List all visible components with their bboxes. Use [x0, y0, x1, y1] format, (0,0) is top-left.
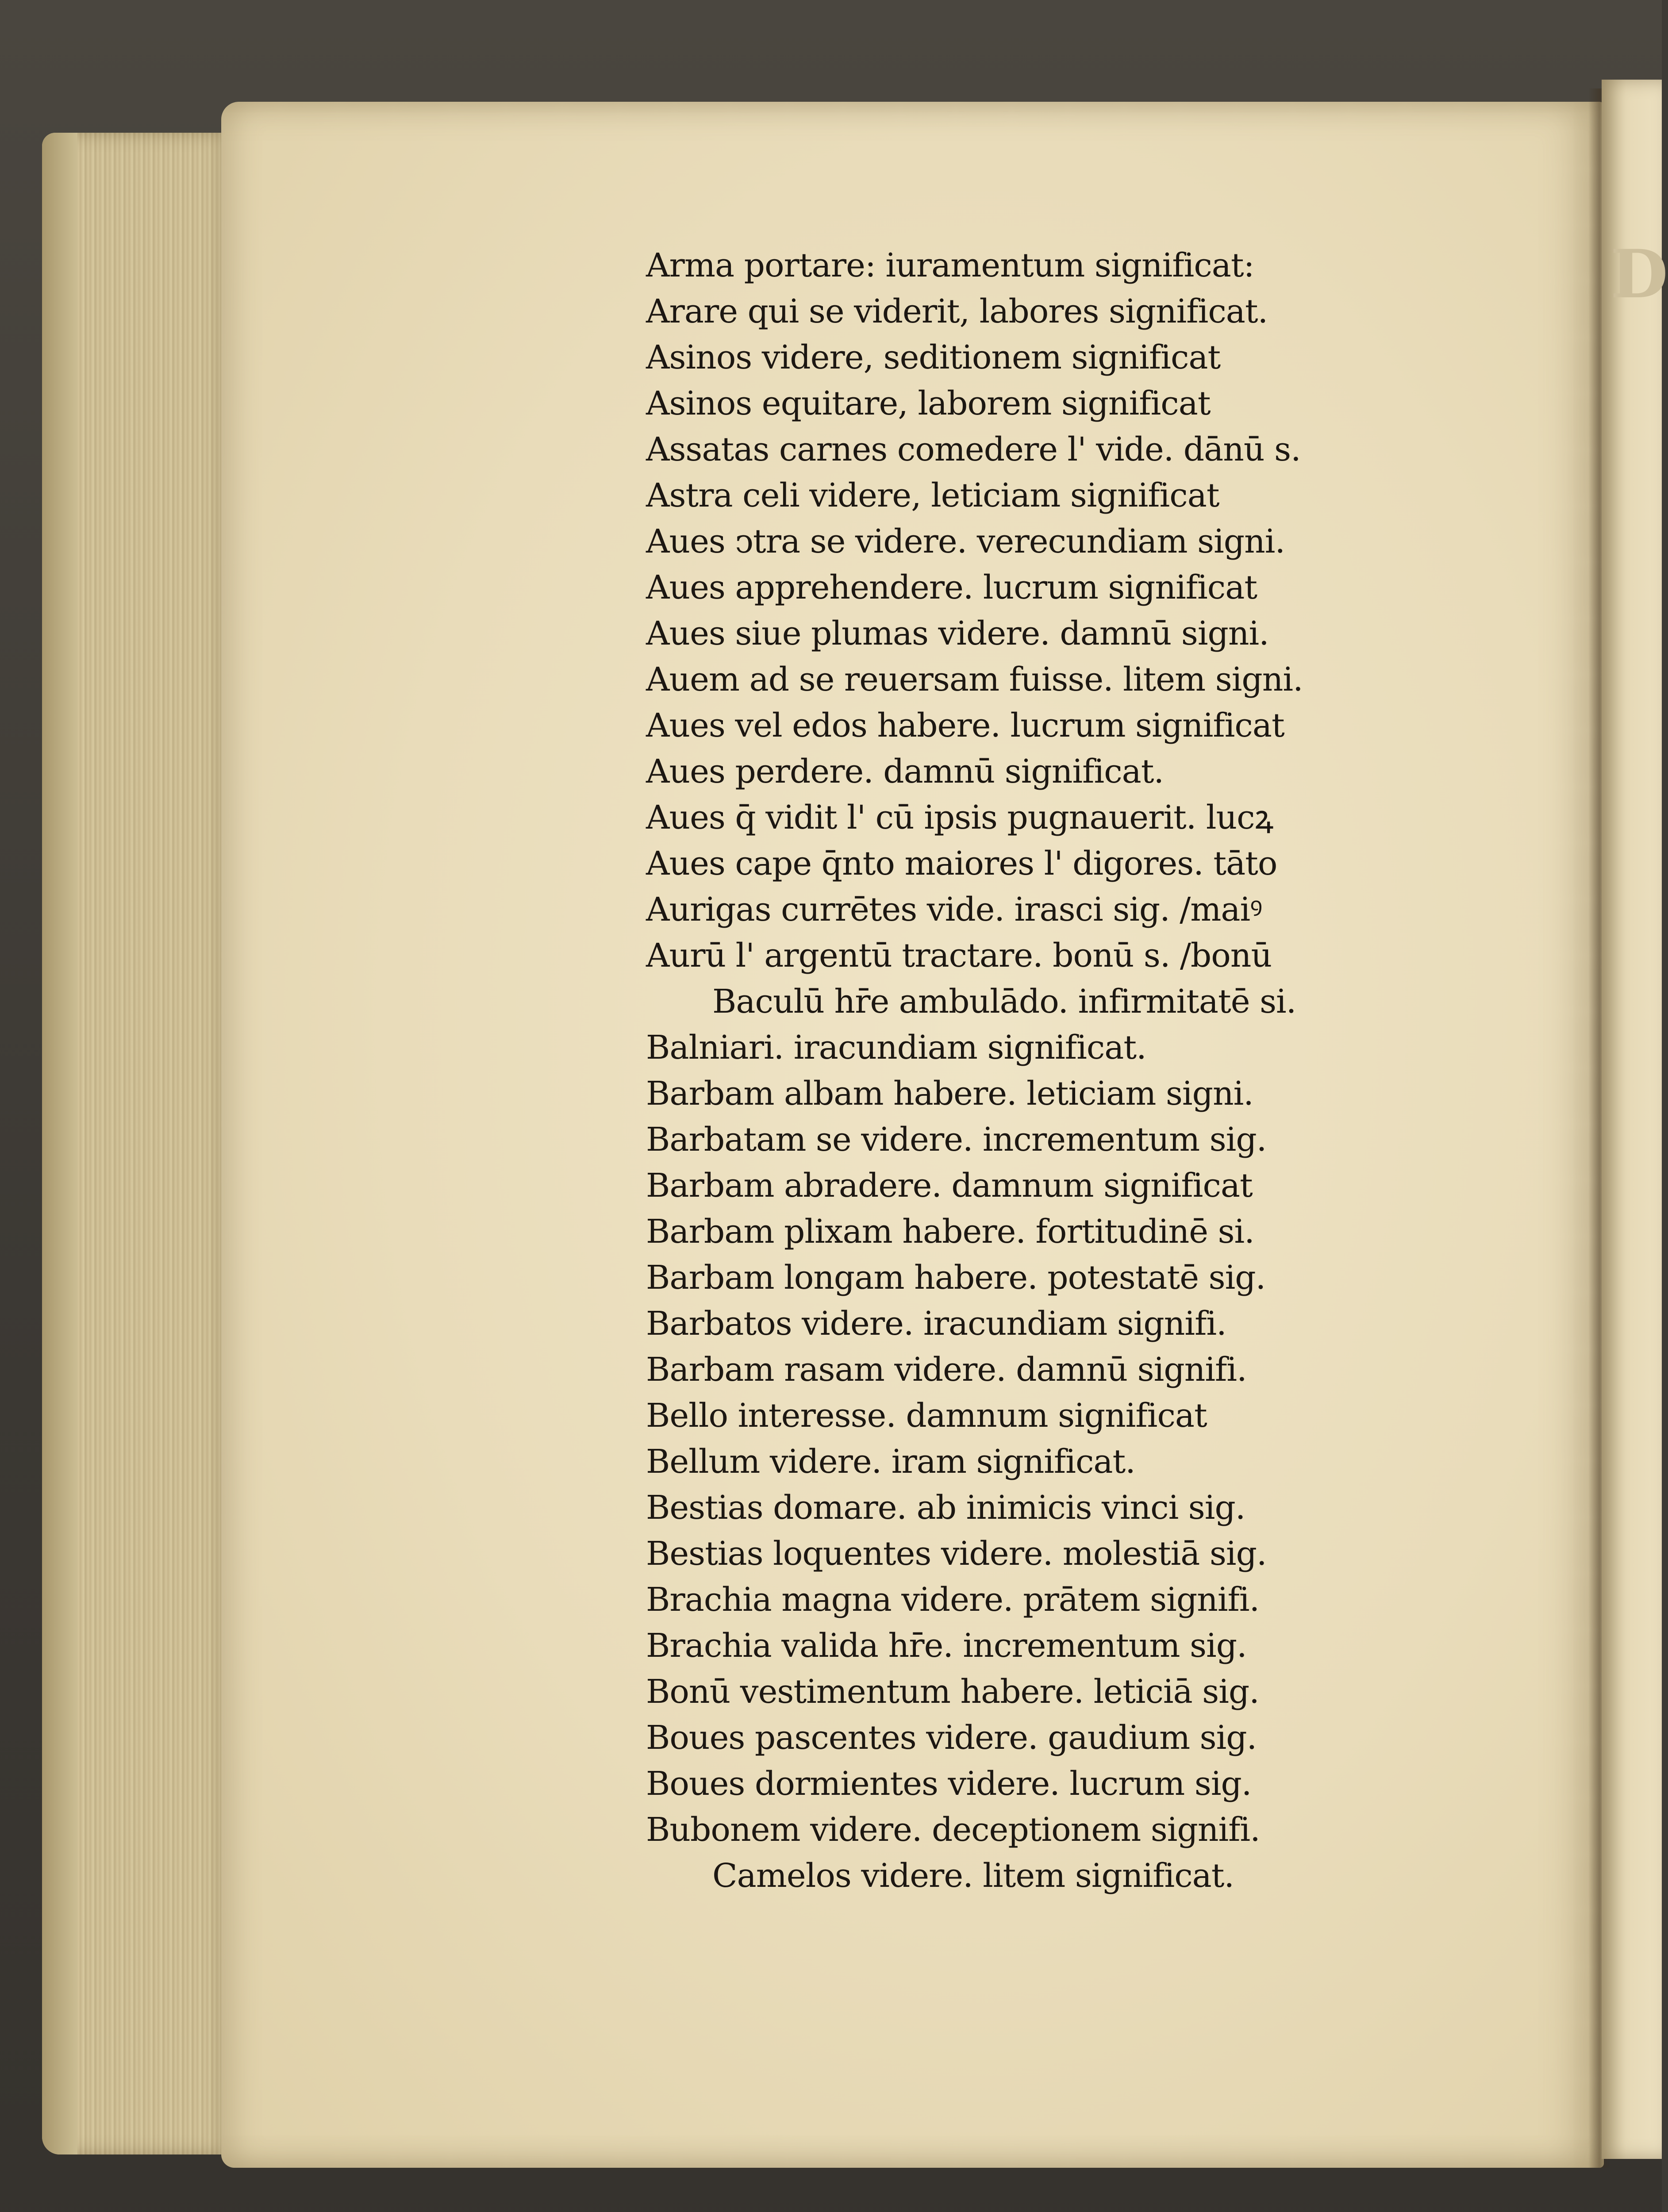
text-line: Asinos videre, seditionem significat	[646, 338, 1221, 376]
text-line: Barbam albam habere. leticiam signi.	[646, 1075, 1253, 1113]
text-line: Arare qui se viderit, labores significat.	[646, 292, 1268, 330]
text-line: Auem ad se reuersam fuisse. litem signi.	[646, 661, 1303, 699]
text-line: Aues siue plumas videre. damnū signi.	[646, 614, 1269, 653]
text-line: Barbatos videre. iracundiam signifi.	[646, 1305, 1226, 1343]
text-line: Aues ↄtra se videre. verecundiam signi.	[646, 522, 1285, 561]
text-line: Baculū hr̄e ambulādo. infirmitatē si.	[712, 983, 1296, 1021]
text-line: Barbam rasam videre. damnū signifi.	[646, 1351, 1247, 1389]
text-line: Aurū l' argentū tractare. bonū s. /bonū	[646, 937, 1272, 975]
text-line: Asinos equitare, laborem significat	[646, 384, 1211, 422]
text-line: Boues pascentes videre. gaudium sig.	[646, 1719, 1257, 1757]
page-edges	[42, 133, 232, 2154]
text-line: Aues cape q̄nto maiores l' digores. tāto	[646, 845, 1277, 883]
text-line: Bellum videre. iram significat.	[646, 1443, 1135, 1481]
text-line: Barbam longam habere. potestatē sig.	[646, 1259, 1266, 1297]
text-line: Barbatam se videre. incrementum sig.	[646, 1121, 1267, 1159]
text-line: Aues vel edos habere. lucrum significat	[646, 707, 1284, 745]
text-line: Aues apprehendere. lucrum significat	[646, 568, 1257, 607]
text-line: Assatas carnes comedere l' vide. dānū s.	[646, 430, 1301, 469]
text-line: Bestias loquentes videre. molestiā sig.	[646, 1535, 1267, 1573]
text-line: Brachia valida hr̄e. incrementum sig.	[646, 1627, 1247, 1665]
facing-page-initial: D	[1610, 235, 1668, 313]
text-line: Arma portare: iuramentum significat:	[646, 246, 1254, 284]
text-line: Brachia magna videre. prātem signifi.	[646, 1581, 1260, 1619]
text-line: Barbam abradere. damnum significat	[646, 1167, 1253, 1205]
right-page	[1602, 80, 1668, 2159]
text-line: Aues perdere. damnū significat.	[646, 753, 1164, 791]
text-line: Aurigas currētes vide. irasci sig. /maiꝰ	[646, 891, 1262, 929]
text-line: Bello interesse. damnum significat	[646, 1397, 1207, 1435]
text-block	[646, 242, 1327, 1899]
text-line: Aues q̄ vidit l' cū ipsis pugnauerit. lucꝝ	[646, 799, 1273, 837]
text-line: Barbam plixam habere. fortitudinē si.	[646, 1213, 1254, 1251]
text-line: Balniari. iracundiam significat.	[646, 1029, 1146, 1067]
text-line: Boues dormientes videre. lucrum sig.	[646, 1765, 1252, 1803]
text-line: Camelos videre. litem significat.	[712, 1857, 1234, 1895]
text-line: Bubonem videre. deceptionem signifi.	[646, 1811, 1260, 1849]
text-line: Bonū vestimentum habere. leticiā sig.	[646, 1673, 1259, 1711]
text-line: Astra celi videre, leticiam significat	[646, 476, 1219, 515]
text-line: Bestias domare. ab inimicis vinci sig.	[646, 1489, 1245, 1527]
